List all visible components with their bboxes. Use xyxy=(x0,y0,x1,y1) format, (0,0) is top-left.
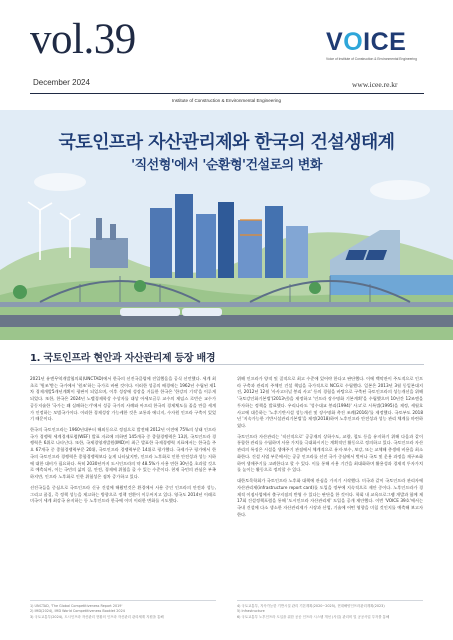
section-heading: 1. 국토인프라 현안과 자산관리제 등장 배경 xyxy=(30,353,216,364)
body-column-right xyxy=(237,376,423,522)
footnote: 3) 국토교통부(2024), 도시인프라 자산관리 현황의 인프라 자산관리 관리체계 지원을 통해 xyxy=(30,614,164,619)
logo-subtitle: Voice of Institute of Construction & Environmental Engineering xyxy=(326,57,417,61)
paragraph: 한국의 국토인프라는 1960년대부터 해외동으로 정점으로 발전해 2012년 이전에 75%의 상태 인프라 국가 경쟁력 세계경제포럼(WEF) 발표 자료에 의하면 145개국 중 종합경쟁력은 13위, 국토인프라 경쟁력은 6위로 나타난다. 또한, 국제경영개발원(IMD)이 최근 발표한 국제경쟁력 지표에서는 한국을 주요 67개국 중 종합경쟁력부문 20위, 국토인프라 경쟁력부문 14위로 평가했다. 국제가구 평가에서 한국의 국토인프라 경쟁력은 종합경쟁력보다 높게 나타났지만, 인프라 노후화로 인한 안전성과 성능 저하에 대한 대비가 필요하다. 특히 2030년까지 도시인프라의 약 48.5%가 사용 연한 30년을 초과할 것으로 예측되어, 이는 국민의 삶의 질, 안전, 경제에 위협을 줄 수 있는 수준이다. 현재 국민의 관심은 부족하지만, 인프라 노후화로 인한 위험성은 점차 증가하고 있다. xyxy=(30,427,216,480)
hero-banner xyxy=(0,110,453,340)
article-title: 국토인프라 자산관리제와 한국의 건설생태계 xyxy=(58,132,395,153)
footnote: 1) UNCTAD, 'The Global Competitiveness Report 2019' xyxy=(30,604,123,608)
body-column-left xyxy=(30,376,216,509)
page-header xyxy=(0,0,453,118)
paragraph: 2021년 유엔무역개발협의회(UNCTAD)에서 한국의 선진국클럽에 진입했음을 공식 선언했다. 세계 최초로 '원조'받는 국가에서 '원조'하는 국가로 바뀐 것이다. 이러한 성공의 배경에는 1962년 수립된 제1차 경제개발5개년계획이 평판이 되었으며, 이후 성장에 성장을 거듭한 한국은 '한강의 기적'을 이루게 되었다. 또한, 한국은 2024년 노벨경제학상 수상자를 대상 아세모글루 교수의 제임스 로빈슨 교수가 공동저술한 '국가는 왜 실패하는가'에서 성공 국가의 사례와 아프리 한국의 경제체도를 꼽을 만큼 세계가 인정하는 모범국가이다. 이러한 경제성장 가능케한 것은 교통과 에너지, 수자원 인프라 구축이 있었기 때문이다. xyxy=(30,376,216,422)
section-rule xyxy=(30,364,424,365)
footnote-rule-left xyxy=(30,600,216,601)
header-rule xyxy=(30,93,424,94)
paragraph: 선진국들을 중심으로 국토인프라 신규 건설에 해왔던것은 환경에서 사용 중인 인프라의 안전과 성능, 그리고 품질, 즉 정책 성능을 제고하는 방향으로 정책 전환이 이루어지고 있다. 영국도 2014년 이래로 미국이 세계 최강국 유지하는 등 노후인프라 한국에 이미 이러한 변화를 시도했다. xyxy=(30,484,216,504)
issue-date: December 2024 xyxy=(33,78,90,87)
footnote: 2) IMD(2024), IMD World Competitiveness Booklet 2024 xyxy=(30,609,125,614)
footnote: 5) Infrastructure xyxy=(237,609,265,614)
paragraph: 국토인프라 자산관리는 '직선적으로' 공공재의 상하수도, 교량, 철도 등을 유지하기 위해 다음과 같이 통합한 관리를 수립하며 사용 가치를 극대화시키는 계획적인 활동으로 정의하고 있다. 국토인프라 자산관리의 특징은 시설을 생애주기 관점에서 체계적으로 유지·보수, 보강, 또는 교체해 총생애 비용을 최소화한다. 건설 사업 부문에서는 공공 인프라를 선진 국가 중심에서 벗어나 국토 및 운용 과정을 재구조화하여 생애주기를 고려한다고 할 수 있다. 이를 통해 사용 기간을 최대화하며 활용성과 경제적 투자가치를 높이는 활동으로 정의할 수 있다. xyxy=(237,433,423,473)
voice-logo xyxy=(326,30,426,61)
institute-name: Institute of Construction & Environmental Engineering xyxy=(171,98,282,103)
website-url[interactable]: www.icee.re.kr xyxy=(352,80,398,89)
footnote-rule-right xyxy=(237,600,423,601)
footnotes-left xyxy=(30,604,216,620)
footnote: 4) 국토교통부, 지속가능한 기반시설 관리 기본계획(2020~2025), 현대해양인프라관리계획(2023) xyxy=(237,604,385,608)
article-subtitle: '직선형'에서 '순환형'건설로의 변화 xyxy=(131,158,322,173)
paragraph: 대한토목학회가 국토인프라 노후화 대책에 관심을 가지기 시작했다. 미국과 같이 국토인프라 관리자에 자산관리제(infrastructure report card)를 도입을 정부에 지속적으로 제안 중이다. 노후인프라가 경제적 이점사업에서 출구지점의 반영 수 있다는 판단을 한 것이다. 학회 내 교육프로그램 개발과 함께 제17회 건설정책포럼을 통해 '도시인프라 자산관리제' 도입을 공개 제안했다. 이번 'VOICE 39호'에서는 국내 건설에 다소 생소한 자산관리제가 시장과 산업, 기술에 어떤 영향을 미칠 것인지를 예측해 보고자 한다. xyxy=(237,478,423,517)
volume-number: vol.39 xyxy=(30,16,136,63)
footnotes-right xyxy=(237,604,423,620)
paragraph: 위해 인프라가 양적 및 질적으로 최고 수준에 있어야 한다고 판단했다. 이에 백악관이 주도적으로 인프라 구축과 관리의 주체인 건설 책임을 국가적으로 NCG로 수립했다. 일본은 2013년 3월 동일본대지진, 2012년 12월 '사사고터널 붕괴 사고' 등의 경험을 바탕으로 구축된 국토인프라의 성능개선을 위해 '국토강인화기본법'(2013년)을 제정하고 '인프라 장수명화 기본계획'을 수립했으며 10년간 12조엔을 투자하는 정책을 발표했다. 우리나라도 '성수대교 붕괴(1994)' 사고'로 시특법(1995)을 제정, 세월호 사고에 대응하는 '노후기반시설 성능개선 및 장수명화 촉진 조례(2016)'를 제정했다. 국토부도 2018년 '지속가능한 기반시설관리기본법'을 제정(2018)하여 노후인프라 안전성과 성능 관리 체계를 마련하였다. xyxy=(237,376,423,429)
footnote: 6) 국토교통부 노후인프라 도입을 위한 공공 인프라 시스템 개선 (사업) 관리비 및 공공사업 투자를 통해 xyxy=(237,614,390,619)
logo-wordmark: VOICE xyxy=(326,28,407,56)
